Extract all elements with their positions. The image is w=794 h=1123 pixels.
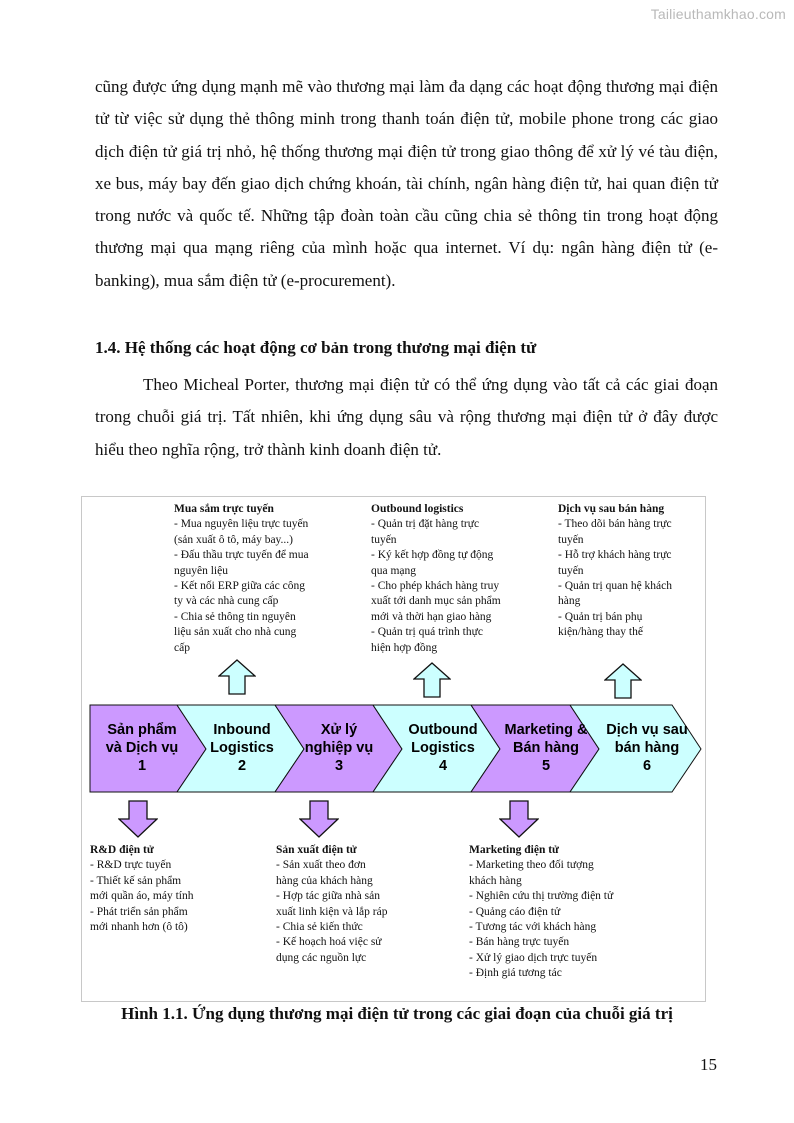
up-arrow-icon	[218, 659, 256, 695]
note-title: Mua sắm trực tuyến	[174, 503, 274, 515]
stage-outbound-logistics	[394, 704, 492, 792]
figure-caption: Hình 1.1. Ứng dụng thương mại điện tử trong các giai đoạn của chuỗi giá trị	[121, 1004, 673, 1023]
watermark: Tailieuthamkhao.com	[650, 6, 786, 22]
section-heading: 1.4. Hệ thống các hoạt động cơ bản trong thương mại điện tử	[95, 338, 537, 357]
stage-label: Marketing & Bán hàng 5	[504, 722, 588, 774]
body-paragraph-2: Theo Micheal Porter, thương mại điện tử có thể ứng dụng vào tất cả các giai đoạn trong chuỗi giá trị. Tất nhiên, khi ứng dụng sâu và rộng thương mại điện tử ở đây được hiểu theo nghĩa rộng, trở thành kinh doanh điện tử.	[95, 375, 718, 459]
stage-label: Xử lý nghiệp vụ 3	[304, 722, 374, 774]
note-title: Sản xuất điện tử	[276, 844, 357, 856]
note-lines: - Quản trị đặt hàng trực tuyến - Ký kết hợp đồng tự động qua mạng - Cho phép khách hàng truy xuất tới danh mục sản phẩm mới và thời hạn giao hàng - Quản trị quá trình thực hiện hợp đồng	[371, 518, 501, 654]
stage-label: Inbound Logistics 2	[210, 722, 274, 774]
up-arrow-shape	[605, 664, 641, 698]
page-number: 15	[700, 1055, 717, 1074]
down-arrow-icon	[118, 800, 158, 838]
down-arrow-shape	[119, 801, 157, 837]
note-lines: - Marketing theo đối tượng khách hàng - Nghiên cứu thị trường điện tử - Quảng cáo điện tử - Tương tác với khách hàng - Bán hàng trực tuyến - Xử lý giao dịch trực tuyến - Định giá tương tác	[469, 859, 614, 980]
up-arrow-icon	[604, 663, 642, 699]
stage-label: Outbound Logistics 4	[408, 722, 478, 774]
note-title: Dịch vụ sau bán hàng	[558, 503, 665, 515]
note-title: Outbound logistics	[371, 503, 464, 515]
note-e-rnd	[90, 843, 265, 935]
down-arrow-icon	[499, 800, 539, 838]
down-arrow-shape	[300, 801, 338, 837]
note-lines: - Mua nguyên liệu trực tuyến (sản xuất ô tô, máy bay...) - Đấu thầu trực tuyến để mua nguyên liệu - Kết nối ERP giữa các công ty và các nhà cung cấp - Chia sẻ thông tin nguyên liệu sản xuất cho nhà cung cấp	[174, 518, 309, 654]
up-arrow-shape	[219, 660, 255, 694]
note-lines: - R&D trực tuyến - Thiết kế sản phẩm mới quần áo, máy tính - Phát triển sản phẩm mới nhanh hơn (ô tô)	[90, 859, 194, 934]
stage-marketing-sales	[492, 704, 600, 792]
note-outbound-logistics	[371, 502, 551, 656]
body-paragraph-1: cũng được ứng dụng mạnh mẽ vào thương mại làm đa dạng các hoạt động thương mại điện tử từ việc sử dụng thẻ thông minh trong thanh toán điện tử, mobile phone trong các giao dịch điện tử giá trị nhỏ, hệ thống thương mại điện tử trong giao thông để xử lý vé tàu điện, xe bus, máy bay đến giao dịch chứng khoán, tài chính, ngân hàng điện tử, hai quan điện tử trong nước và quốc tế. Những tập đoàn toàn cầu cũng chia sẻ thông tin trong hoạt động thương mại qua mạng riêng của mình hoặc qua internet. Ví dụ: ngân hàng điện tử (e-banking), mua sắm điện tử (e-procurement).	[95, 77, 718, 290]
note-e-marketing	[469, 843, 669, 982]
note-title: R&D điện tử	[90, 844, 154, 856]
note-e-procurement	[174, 502, 354, 656]
down-arrow-shape	[500, 801, 538, 837]
note-title: Marketing điện tử	[469, 844, 559, 856]
stage-products-services	[92, 704, 192, 792]
stage-after-sales-service	[597, 704, 697, 792]
note-e-manufacturing	[276, 843, 456, 966]
note-lines: - Sản xuất theo đơn hàng của khách hàng - Hợp tác giữa nhà sản xuất linh kiện và lắp ráp - Chia sẻ kiến thức - Kế hoạch hoá việc sử dụng các nguồn lực	[276, 859, 388, 964]
stage-label: Sản phẩm và Dịch vụ 1	[105, 722, 179, 774]
stage-inbound-logistics	[194, 704, 290, 792]
up-arrow-icon	[413, 662, 451, 698]
stage-operations	[291, 704, 387, 792]
stage-label: Dịch vụ sau bán hàng 6	[606, 722, 688, 774]
down-arrow-icon	[299, 800, 339, 838]
up-arrow-shape	[414, 663, 450, 697]
note-after-sales-service	[558, 502, 703, 641]
note-lines: - Theo dõi bán hàng trực tuyến - Hỗ trợ khách hàng trực tuyến - Quản trị quan hệ khách hàng - Quản trị bán phụ kiện/hàng thay thế	[558, 518, 673, 639]
